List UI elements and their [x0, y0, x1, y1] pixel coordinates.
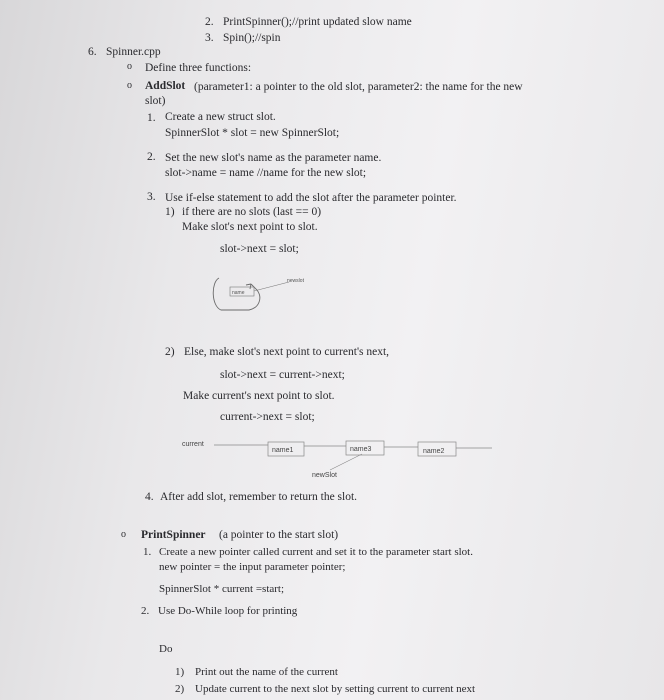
printspinner-step-1-number: 1. [143, 546, 152, 558]
name2-label: name2 [423, 448, 445, 455]
case-2-code-1: slot->next = current->next; [220, 369, 345, 381]
newslot-label: newslot [287, 278, 304, 284]
printspinner-step-1-line2: new pointer = the input parameter pointer; [159, 561, 346, 573]
addslot-step-4-text: After add slot, remember to return the slot. [160, 491, 358, 503]
current-label: current [182, 441, 204, 448]
do-item-1-number: 1) [175, 666, 185, 678]
addslot-description: (parameter1: a pointer to the old slot, parameter2: the name for the new [194, 81, 523, 93]
addslot-step-2-code: slot->name = name //name for the new slot; [165, 167, 367, 179]
addslot-step-4-number: 4. [145, 491, 154, 503]
name1-label: name1 [272, 447, 294, 454]
self-loop-arrowhead [246, 284, 251, 289]
addslot-step-3-line1: Use if-else statement to add the slot after the parameter pointer. [165, 192, 457, 204]
case-2-number: 2) [165, 346, 175, 358]
newslot-pointer-line [330, 454, 362, 470]
top-step-2-number: 2. [205, 16, 214, 28]
addslot-function-name: AddSlot [145, 80, 186, 92]
case-1-instruction: Make slot's next point to slot. [182, 221, 318, 233]
case-1-code: slot->next = slot; [220, 243, 299, 255]
addslot-step-1-code: SpinnerSlot * slot = new SpinnerSlot; [165, 127, 340, 139]
newslot-label: newSlot [312, 472, 337, 479]
bullet-marker: o [127, 61, 132, 72]
printspinner-step-2-text: Use Do-While loop for printing [158, 605, 298, 617]
newslot-pointer-line [254, 282, 289, 291]
addslot-step-1-number: 1. [147, 112, 156, 124]
case-1-number: 1) [165, 206, 175, 218]
addslot-step-1-line1: Create a new struct slot. [165, 111, 276, 123]
bullet-marker: o [127, 80, 132, 91]
addslot-step-2-number: 2. [147, 151, 156, 163]
addslot-step-2-line1: Set the new slot's name as the parameter name. [165, 152, 382, 164]
printspinner-description: (a pointer to the start slot) [219, 529, 339, 541]
printspinner-step-1-code: SpinnerSlot * current =start; [159, 583, 285, 595]
do-item-2-text: Update current to the next slot by setting current to current next [195, 683, 476, 695]
self-loop-diagram [205, 270, 325, 315]
case-2-instruction: Make current's next point to slot. [183, 390, 335, 402]
top-step-3-text: Spin();//spin [223, 32, 281, 44]
do-label: Do [159, 643, 173, 655]
section-number: 6. [88, 46, 97, 58]
section-title: Spinner.cpp [106, 46, 161, 58]
addslot-step-3-number: 3. [147, 191, 156, 203]
case-1-condition: if there are no slots (last == 0) [182, 206, 322, 218]
do-item-1-text: Print out the name of the current [195, 666, 338, 678]
case-2-condition: Else, make slot's next point to current's next, [184, 346, 390, 358]
insert-slot-diagram [180, 432, 500, 482]
intro-text: Define three functions: [145, 62, 252, 74]
do-item-2-number: 2) [175, 683, 185, 695]
top-step-2-text: PrintSpinner();//print updated slow name [223, 16, 412, 28]
printspinner-step-2-number: 2. [141, 605, 150, 617]
name-label: name [232, 290, 245, 296]
printspinner-step-1-line1: Create a new pointer called current and set it to the parameter start slot. [159, 546, 473, 558]
name3-label: name3 [350, 446, 372, 453]
case-2-code-2: current->next = slot; [220, 411, 315, 423]
bullet-marker: o [121, 529, 126, 540]
printspinner-function-name: PrintSpinner [141, 529, 206, 541]
top-step-3-number: 3. [205, 32, 214, 44]
addslot-description-cont: slot) [145, 95, 166, 107]
